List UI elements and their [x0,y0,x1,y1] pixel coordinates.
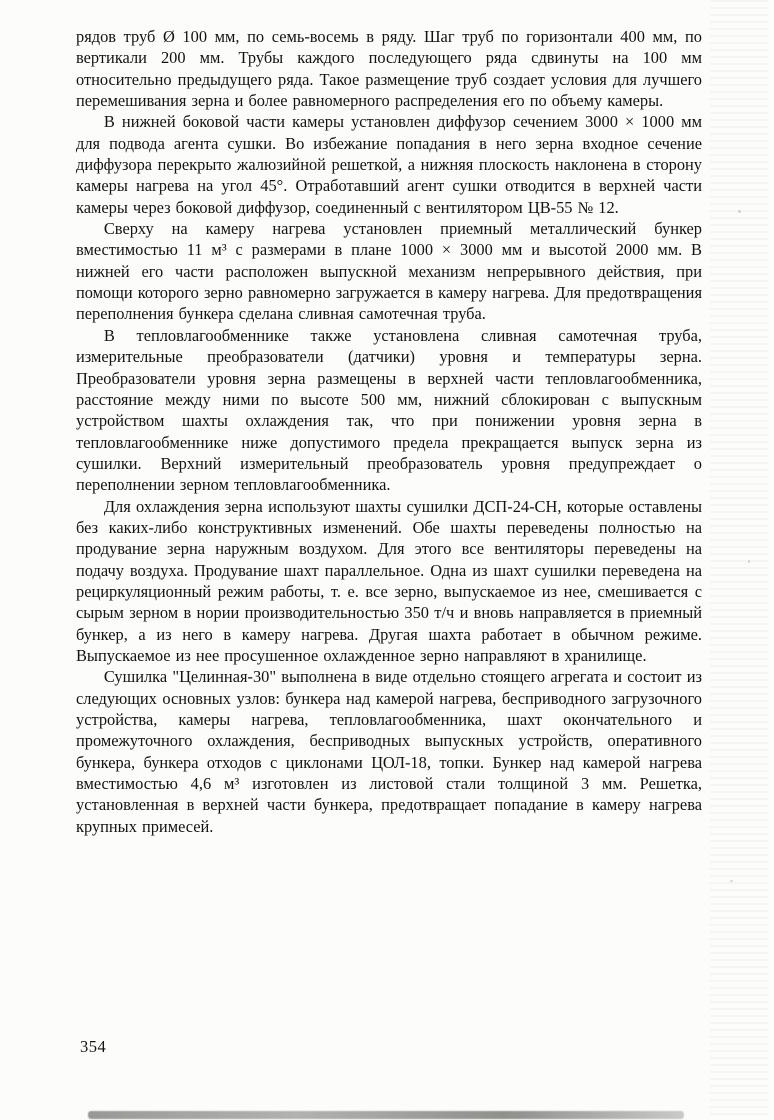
page-number: 354 [80,1037,107,1056]
paragraph-heat-moisture-exchanger: В тепловлагообменнике также установлена сливная самотечная труба, измерительные преобразователи (датчики) уровня и температуры зерна. Преобразователи уровня зерна размещены в верхней части тепловлагообменника, расстояние между ними по высоте 500 мм, нижний сблокирован с выпускным устройством шахты охлаждения так, что при понижении уровня зерна в тепловлагообменнике ниже допустимого предела прекращается выпуск зерна из сушилки. Верхний измерительный преобразователь уровня предупреждает о переполнении зерном тепловлагообменника. [76,325,702,495]
scan-fleck-artifact [730,880,733,882]
scan-smudge-artifact [88,1111,684,1119]
paragraph-receiving-bunker: Сверху на камеру нагрева установлен приемный металлический бункер вместимостью 11 м³ с размерами в плане 1000 × 3000 мм и высотой 2000 мм. В нижней его части расположен выпускной механизм непрерывного действия, при помощи которого зерно равномерно загружается в камеру нагрева. Для предотвращения переполнения бункера сделана сливная самотечная труба. [76,219,702,324]
scan-fleck-artifact [738,210,741,213]
scan-noise-artifact [710,0,768,1120]
text-block [76,26,702,837]
paragraph-tselinnaya-30: Сушилка "Целинная-30" выполнена в виде отдельно стоящего агрегата и состоит из следующих основных узлов: бункера над камерой нагрева, бесприводного загрузочного устройства, камеры нагрева, тепловлагообменника, шахт окончательного и промежуточного охлаждения, бесприводных выпускных устройств, оперативного бункера, бункера отходов с циклонами ЦОЛ-18, топки. Бункер над камерой нагрева вместимостью 4,6 м³ изготовлен из листовой стали толщиной 3 мм. Решетка, установленная в верхней части бункера, предотвращает попадание в камеру нагрева крупных примесей. [76,667,702,836]
scan-fleck-artifact [748,560,750,563]
paragraph-diffuser: В нижней боковой части камеры установлен диффузор сечением 3000 × 1000 мм для подвода агента сушки. Во избежание попадания в него зерна входное сечение диффузора перекрыто жалюзийной решеткой, а нижняя плоскость наклонена в сторону камеры нагрева на угол 45°. Отработавший агент сушки отводится в верхней части камеры через боковой диффузор, соединенный с вентилятором ЦВ-55 № 12. [76,112,702,217]
paragraph-tube-rows: рядов труб Ø 100 мм, по семь-восемь в ряду. Шаг труб по горизонтали 400 мм, по вертикали 200 мм. Трубы каждого последующего ряда сдвинуты на 100 мм относительно предыдущего ряда. Такое размещение труб создает условия для лучшего перемешивания зерна и более равномерного распределения его по объему камеры. [76,27,702,111]
paragraph-cooling-shafts: Для охлаждения зерна используют шахты сушилки ДСП-24-СН, которые оставлены без каких-либо конструктивных изменений. Обе шахты переведены полностью на продувание зерна наружным воздухом. Для этого все вентиляторы переведены на подачу воздуха. Продувание шахт параллельное. Одна из шахт сушилки переведена на рециркуляционный режим работы, т. е. все зерно, выпускаемое из нее, смешивается с сырым зерном в нории производительностью 350 т/ч и вновь направляется в приемный бункер, а из него в камеру нагрева. Другая шахта работает в обычном режиме. Выпускаемое из нее просушенное охлажденное зерно направляют в хранилище. [76,496,702,665]
